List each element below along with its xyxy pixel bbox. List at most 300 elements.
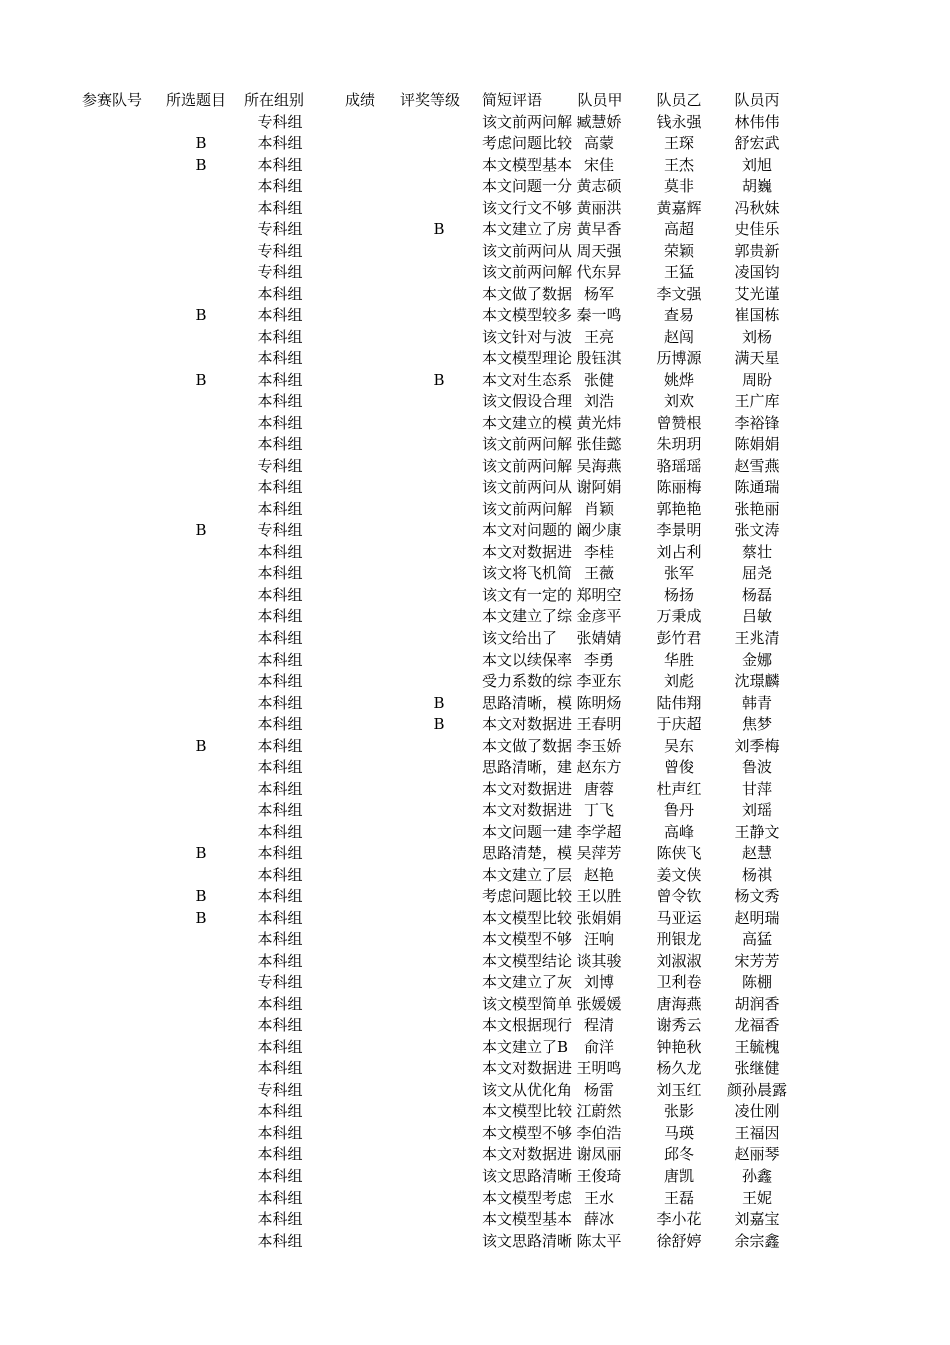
cell-group: 本科组: [257, 177, 303, 196]
cell-group: 专科组: [257, 112, 303, 131]
cell-member-c: 王静文: [734, 822, 780, 841]
cell-member-a: 郑明空: [576, 585, 622, 604]
cell-group: 本科组: [257, 994, 303, 1013]
cell-topic: [166, 391, 236, 411]
cell-group: 专科组: [257, 241, 303, 260]
cell-group: 本科组: [257, 435, 303, 454]
cell-group: 本科组: [257, 865, 303, 884]
cell-member-a: 宋佳: [583, 155, 614, 174]
cell-member-a: 张娟娟: [576, 908, 622, 927]
cell-group: 本科组: [257, 758, 303, 777]
header-team-id: 参赛队号: [82, 91, 143, 109]
cell-group: 本科组: [257, 1102, 303, 1121]
cell-member-c: 王广库: [734, 392, 780, 411]
cell-member-b: 唐海燕: [656, 994, 702, 1013]
table-row: [0, 1144, 950, 1164]
cell-group: 本科组: [257, 822, 303, 841]
cell-comment: 本文模型比较: [482, 908, 573, 927]
cell-member-b: 赵闯: [663, 327, 694, 346]
cell-award: [402, 1123, 476, 1143]
cell-member-a: 谈其骏: [576, 951, 622, 970]
cell-topic: B: [195, 521, 207, 540]
table-row: [0, 1231, 950, 1251]
cell-member-c: 颜孙晨露: [726, 1080, 787, 1099]
cell-comment: 该文思路清晰: [482, 1166, 573, 1185]
cell-topic: [166, 585, 236, 605]
cell-comment: 本文对数据进: [482, 715, 573, 734]
header-member-b: 队员乙: [656, 91, 702, 109]
cell-member-a: 刘博: [583, 973, 614, 992]
cell-member-a: 黄丽洪: [576, 198, 622, 217]
cell-member-a: 吴萍芳: [576, 844, 622, 863]
cell-member-b: 刘淑淑: [656, 951, 702, 970]
cell-member-a: 杨雷: [583, 1080, 614, 1099]
cell-topic: [166, 563, 236, 583]
cell-member-b: 邱冬: [663, 1145, 694, 1164]
cell-member-c: 赵丽琴: [734, 1145, 780, 1164]
cell-topic: B: [195, 155, 207, 174]
cell-topic: [166, 1209, 236, 1229]
cell-member-a: 刘浩: [583, 392, 614, 411]
cell-comment: 该文前两问从: [482, 241, 573, 260]
cell-topic: B: [195, 134, 207, 153]
cell-award: [402, 563, 476, 583]
cell-award: [402, 1015, 476, 1035]
cell-topic: [166, 929, 236, 949]
cell-member-a: 黄早香: [576, 220, 622, 239]
cell-topic: [166, 262, 236, 282]
cell-member-b: 荣颖: [663, 241, 694, 260]
cell-member-b: 马瑛: [663, 1123, 694, 1142]
cell-award: [402, 779, 476, 799]
cell-award: [402, 1037, 476, 1057]
cell-member-a: 黄光炜: [576, 413, 622, 432]
cell-member-c: 刘嘉宝: [734, 1210, 780, 1229]
table-row: [0, 413, 950, 433]
cell-member-c: 宋芳芳: [734, 951, 780, 970]
cell-member-b: 骆瑶瑶: [656, 456, 702, 475]
cell-member-b: 张影: [663, 1102, 694, 1121]
cell-member-c: 高猛: [741, 930, 772, 949]
cell-topic: B: [195, 887, 207, 906]
cell-group: 本科组: [257, 908, 303, 927]
table-row: [0, 693, 950, 713]
cell-member-b: 黄嘉辉: [656, 198, 702, 217]
cell-topic: [166, 714, 236, 734]
cell-comment: 该文有一定的: [482, 585, 573, 604]
cell-topic: [166, 241, 236, 261]
cell-member-b: 鲁丹: [663, 801, 694, 820]
cell-member-b: 高超: [663, 220, 694, 239]
table-row: [0, 843, 950, 863]
cell-topic: [166, 1166, 236, 1186]
cell-award: [402, 1058, 476, 1078]
cell-member-a: 张佳懿: [576, 435, 622, 454]
cell-group: 本科组: [257, 1145, 303, 1164]
cell-topic: [166, 542, 236, 562]
cell-member-b: 姚烨: [663, 370, 694, 389]
cell-group: 本科组: [257, 478, 303, 497]
cell-member-c: 周盼: [741, 370, 772, 389]
cell-topic: [166, 1080, 236, 1100]
cell-group: 本科组: [257, 155, 303, 174]
cell-award: [402, 284, 476, 304]
cell-member-c: 杨文秀: [734, 887, 780, 906]
cell-comment: 本文模型理论: [482, 349, 573, 368]
table-row: [0, 327, 950, 347]
cell-member-a: 王明鸣: [576, 1059, 622, 1078]
table-row: [0, 370, 950, 390]
cell-member-a: 王以胜: [576, 887, 622, 906]
cell-member-a: 李学超: [576, 822, 622, 841]
cell-member-b: 刘玉红: [656, 1080, 702, 1099]
cell-member-b: 杨扬: [663, 585, 694, 604]
cell-member-c: 赵明瑞: [734, 908, 780, 927]
cell-member-c: 韩青: [741, 693, 772, 712]
cell-member-c: 龙福香: [734, 1016, 780, 1035]
cell-award: [402, 434, 476, 454]
cell-member-c: 凌国钧: [734, 263, 780, 282]
cell-member-b: 吴东: [663, 736, 694, 755]
table-row: [0, 1037, 950, 1057]
cell-topic: [166, 1123, 236, 1143]
cell-member-a: 肖颖: [583, 499, 614, 518]
table-row: [0, 198, 950, 218]
cell-group: 专科组: [257, 263, 303, 282]
table-row: [0, 1080, 950, 1100]
cell-topic: B: [195, 736, 207, 755]
header-topic: 所选题目: [166, 91, 227, 109]
cell-award: [402, 477, 476, 497]
table-row: [0, 1101, 950, 1121]
cell-member-b: 万秉成: [656, 607, 702, 626]
cell-comment: 本文模型考虑: [482, 1188, 573, 1207]
cell-comment: 该文模型简单: [482, 994, 573, 1013]
cell-comment: 本文建立了B: [482, 1037, 569, 1056]
cell-member-a: 王薇: [583, 564, 614, 583]
cell-member-a: 江蔚然: [576, 1102, 622, 1121]
cell-member-a: 王俊琦: [576, 1166, 622, 1185]
cell-comment: 该文前两问解: [482, 435, 573, 454]
cell-member-c: 刘瑶: [741, 801, 772, 820]
cell-award: [402, 1080, 476, 1100]
cell-group: 本科组: [257, 1123, 303, 1142]
cell-member-c: 满天星: [734, 349, 780, 368]
cell-member-c: 张继健: [734, 1059, 780, 1078]
table-row: [0, 779, 950, 799]
cell-topic: [166, 1231, 236, 1251]
cell-member-b: 李小花: [656, 1210, 702, 1229]
cell-comment: 本文对数据进: [482, 1145, 573, 1164]
table-row: [0, 241, 950, 261]
cell-award: [402, 241, 476, 261]
cell-member-b: 王磊: [663, 1188, 694, 1207]
cell-member-b: 马亚运: [656, 908, 702, 927]
cell-member-a: 陈明炀: [576, 693, 622, 712]
cell-comment: 受力系数的综: [482, 672, 573, 691]
cell-member-b: 于庆超: [656, 715, 702, 734]
cell-member-b: 高峰: [663, 822, 694, 841]
table-row: [0, 1209, 950, 1229]
cell-member-c: 刘旭: [741, 155, 772, 174]
cell-group: 本科组: [257, 1188, 303, 1207]
cell-comment: 该文前两问解: [482, 263, 573, 282]
table-row: [0, 456, 950, 476]
cell-member-a: 周天强: [576, 241, 622, 260]
cell-comment: 本文模型不够: [482, 1123, 573, 1142]
table-row: [0, 133, 950, 153]
cell-award: [402, 155, 476, 175]
cell-member-c: 余宗鑫: [734, 1231, 780, 1250]
table-row: [0, 112, 950, 132]
table-row: [0, 606, 950, 626]
cell-member-c: 金娜: [741, 650, 772, 669]
cell-member-c: 蔡壮: [741, 542, 772, 561]
cell-group: 本科组: [257, 198, 303, 217]
cell-member-c: 李裕锋: [734, 413, 780, 432]
cell-topic: [166, 650, 236, 670]
cell-member-b: 郭艳艳: [656, 499, 702, 518]
cell-member-a: 殷钰淇: [576, 349, 622, 368]
cell-member-b: 王琛: [663, 134, 694, 153]
cell-member-c: 焦梦: [741, 715, 772, 734]
cell-member-c: 冯秋妹: [734, 198, 780, 217]
cell-award: [402, 262, 476, 282]
cell-member-a: 张健: [583, 370, 614, 389]
cell-comment: 本文对数据进: [482, 1059, 573, 1078]
cell-member-c: 赵慧: [741, 844, 772, 863]
cell-award: [402, 843, 476, 863]
cell-member-a: 薛冰: [583, 1210, 614, 1229]
cell-member-a: 俞洋: [583, 1037, 614, 1056]
cell-topic: [166, 865, 236, 885]
cell-group: 本科组: [257, 542, 303, 561]
cell-member-c: 艾光谨: [734, 284, 780, 303]
cell-member-c: 陈棚: [741, 973, 772, 992]
cell-group: 本科组: [257, 1166, 303, 1185]
table-row: [0, 757, 950, 777]
cell-member-c: 郭贵新: [734, 241, 780, 260]
cell-group: 本科组: [257, 349, 303, 368]
cell-member-b: 陆伟翔: [656, 693, 702, 712]
cell-award: B: [433, 715, 445, 734]
cell-group: 本科组: [257, 327, 303, 346]
cell-comment: 本文对问题的: [482, 521, 573, 540]
cell-member-a: 秦一鸣: [576, 306, 622, 325]
cell-group: 本科组: [257, 1016, 303, 1035]
cell-group: 本科组: [257, 736, 303, 755]
cell-member-a: 金彦平: [576, 607, 622, 626]
cell-award: [402, 413, 476, 433]
cell-member-b: 陈丽梅: [656, 478, 702, 497]
cell-member-c: 凌仕刚: [734, 1102, 780, 1121]
cell-topic: [166, 1188, 236, 1208]
cell-topic: B: [195, 908, 207, 927]
cell-comment: 该文从优化角: [482, 1080, 573, 1099]
cell-member-c: 刘季梅: [734, 736, 780, 755]
cell-award: [402, 456, 476, 476]
table-row: [0, 1015, 950, 1035]
header-member-a: 队员甲: [577, 91, 623, 109]
cell-member-c: 张文涛: [734, 521, 780, 540]
cell-award: [402, 671, 476, 691]
cell-member-b: 李景明: [656, 521, 702, 540]
table-row: [0, 348, 950, 368]
cell-topic: [166, 822, 236, 842]
cell-comment: 本文对数据进: [482, 801, 573, 820]
table-row: [0, 391, 950, 411]
cell-group: 本科组: [257, 650, 303, 669]
table-row: [0, 1188, 950, 1208]
cell-member-a: 黄志硕: [576, 177, 622, 196]
cell-award: [402, 542, 476, 562]
cell-group: 本科组: [257, 801, 303, 820]
cell-member-c: 胡巍: [741, 177, 772, 196]
cell-member-a: 唐蓉: [583, 779, 614, 798]
cell-group: 本科组: [257, 134, 303, 153]
table-row: [0, 929, 950, 949]
cell-member-b: 王杰: [663, 155, 694, 174]
cell-topic: [166, 1058, 236, 1078]
cell-member-b: 姜文侠: [656, 865, 702, 884]
cell-award: [402, 1209, 476, 1229]
cell-comment: 该文假设合理: [482, 392, 573, 411]
cell-award: [402, 606, 476, 626]
cell-member-a: 李桂: [583, 542, 614, 561]
cell-comment: 本文模型结论: [482, 951, 573, 970]
cell-topic: [166, 757, 236, 777]
cell-member-b: 刑银龙: [656, 930, 702, 949]
cell-member-a: 李亚东: [576, 672, 622, 691]
cell-group: 本科组: [257, 779, 303, 798]
cell-topic: [166, 1144, 236, 1164]
cell-comment: 该文前两问解: [482, 456, 573, 475]
cell-topic: [166, 284, 236, 304]
cell-award: [402, 1101, 476, 1121]
table-row: [0, 908, 950, 928]
cell-comment: 本文问题一分: [482, 177, 573, 196]
cell-award: [402, 176, 476, 196]
cell-comment: 考虑问题比较: [482, 887, 573, 906]
cell-group: 本科组: [257, 306, 303, 325]
cell-member-c: 刘杨: [741, 327, 772, 346]
cell-member-c: 陈娟娟: [734, 435, 780, 454]
header-score: 成绩: [344, 91, 375, 109]
header-member-c: 队员丙: [734, 91, 780, 109]
table-row: [0, 650, 950, 670]
cell-topic: [166, 1015, 236, 1035]
cell-comment: 本文做了数据: [482, 736, 573, 755]
cell-group: 本科组: [257, 1231, 303, 1250]
cell-group: 本科组: [257, 499, 303, 518]
cell-topic: [166, 951, 236, 971]
cell-award: B: [433, 220, 445, 239]
cell-member-b: 谢秀云: [656, 1016, 702, 1035]
cell-comment: 本文建立了房: [482, 220, 573, 239]
cell-member-b: 莫非: [663, 177, 694, 196]
cell-member-c: 林伟伟: [734, 112, 780, 131]
table-row: [0, 434, 950, 454]
cell-member-c: 吕敏: [741, 607, 772, 626]
cell-member-a: 赵艳: [583, 865, 614, 884]
cell-topic: [166, 1037, 236, 1057]
cell-member-b: 徐舒婷: [656, 1231, 702, 1250]
cell-member-a: 谢凤丽: [576, 1145, 622, 1164]
cell-group: 本科组: [257, 564, 303, 583]
cell-topic: B: [195, 370, 207, 389]
cell-member-a: 李伯浩: [576, 1123, 622, 1142]
cell-award: [402, 348, 476, 368]
cell-comment: 本文对数据进: [482, 542, 573, 561]
cell-group: 本科组: [257, 693, 303, 712]
cell-member-c: 史佳乐: [734, 220, 780, 239]
cell-member-c: 崔国栋: [734, 306, 780, 325]
cell-member-b: 曾令钦: [656, 887, 702, 906]
cell-comment: 该文前两问解: [482, 499, 573, 518]
cell-member-c: 王妮: [741, 1188, 772, 1207]
cell-group: 本科组: [257, 607, 303, 626]
cell-member-b: 钱永强: [656, 112, 702, 131]
cell-comment: 该文针对与波: [482, 327, 573, 346]
cell-member-a: 臧慧娇: [576, 112, 622, 131]
cell-group: 本科组: [257, 930, 303, 949]
cell-comment: 本文以续保率: [482, 650, 573, 669]
cell-member-b: 华胜: [663, 650, 694, 669]
cell-member-b: 彭竹君: [656, 628, 702, 647]
cell-topic: [166, 779, 236, 799]
cell-member-b: 历博源: [656, 349, 702, 368]
cell-topic: [166, 628, 236, 648]
cell-award: [402, 865, 476, 885]
table-row: [0, 284, 950, 304]
table-row: [0, 736, 950, 756]
table-row: [0, 865, 950, 885]
cell-member-b: 王猛: [663, 263, 694, 282]
cell-topic: [166, 800, 236, 820]
cell-comment: 本文模型比较: [482, 1102, 573, 1121]
cell-comment: 本文模型不够: [482, 930, 573, 949]
cell-comment: 本文建立了灰: [482, 973, 573, 992]
cell-topic: [166, 1101, 236, 1121]
cell-topic: [166, 413, 236, 433]
cell-member-b: 刘占利: [656, 542, 702, 561]
table-row: [0, 886, 950, 906]
cell-comment: 本文做了数据: [482, 284, 573, 303]
cell-member-c: 甘萍: [741, 779, 772, 798]
cell-group: 本科组: [257, 585, 303, 604]
cell-group: 本科组: [257, 1037, 303, 1056]
cell-member-b: 唐凯: [663, 1166, 694, 1185]
table-row: [0, 155, 950, 175]
cell-comment: 本文模型较多: [482, 306, 573, 325]
cell-member-b: 卫利卷: [656, 973, 702, 992]
cell-group: 本科组: [257, 628, 303, 647]
cell-topic: [166, 994, 236, 1014]
cell-topic: [166, 434, 236, 454]
cell-comment: 该文前两问解: [482, 112, 573, 131]
cell-comment: 本文根据现行: [482, 1016, 573, 1035]
cell-group: 本科组: [257, 413, 303, 432]
cell-topic: [166, 693, 236, 713]
cell-member-a: 代东昇: [576, 263, 622, 282]
cell-member-c: 张艳丽: [734, 499, 780, 518]
table-row: [0, 628, 950, 648]
cell-member-b: 陈侠飞: [656, 844, 702, 863]
cell-award: [402, 800, 476, 820]
cell-member-c: 陈通瑞: [734, 478, 780, 497]
cell-comment: 考虑问题比较: [482, 134, 573, 153]
table-row: [0, 305, 950, 325]
